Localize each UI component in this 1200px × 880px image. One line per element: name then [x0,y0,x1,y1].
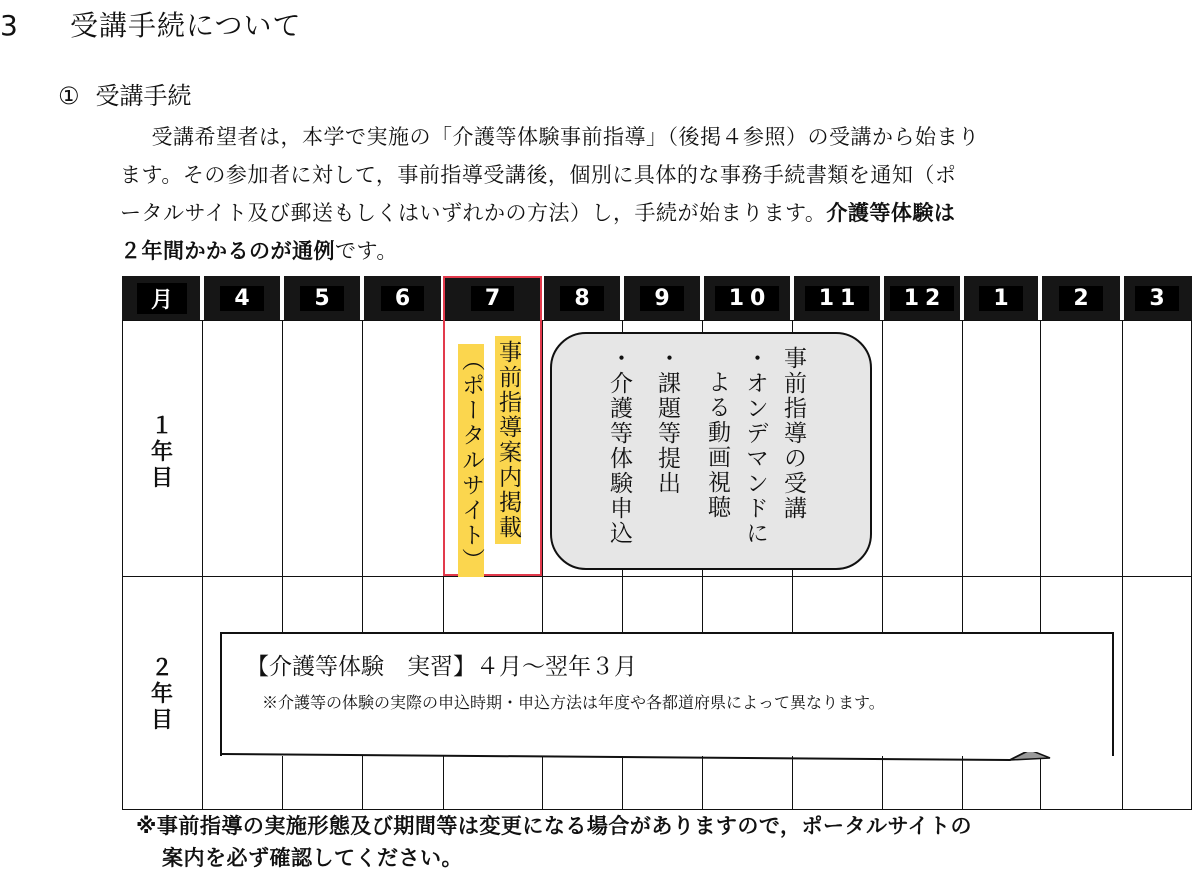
month-header-10: 1 [962,276,1040,320]
bubble-item-1: 事前指導の受講 [780,346,806,521]
practicum-title: 【介護等体験 実習】４月～翌年３月 [246,654,637,680]
bubble-item-5: ・介護等体験申込 [606,346,632,546]
header-separator [960,276,964,320]
grid-column-line [1122,320,1123,810]
year2-practicum-callout [220,632,1114,756]
grid-column-line [202,320,203,810]
pre-guidance-bubble [550,332,872,570]
header-separator [790,276,794,320]
year-divider-line [122,576,1192,577]
bubble-item-2: ・オンデマンドに [742,346,768,546]
month-header-12: 3 [1122,276,1192,320]
month-header-row [122,276,1192,320]
header-separator [360,276,364,320]
intro-line-3-text: ータルサイト及び郵送もしくはいずれかの方法）し，手続が始まります。 [120,201,827,225]
year1-label: １ 年 目 [150,414,173,491]
section-heading [0,4,301,44]
intro-line-4 [120,232,1182,270]
subsection-marker: ① [58,82,80,110]
month-header-1: 4 [202,276,282,320]
footnote [136,810,1176,874]
intro-paragraph [120,118,1182,270]
bubble-item-4: ・課題等提出 [654,346,680,496]
header-separator [700,276,704,320]
subsection-heading [58,76,192,111]
callout-curled-edge [220,752,1114,764]
month-header-11: 2 [1040,276,1122,320]
header-separator [880,276,884,320]
footnote-line-2: 案内を必ず確認してください。 [162,846,463,870]
intro-bold-1: 介護等体験は [826,201,956,225]
intro-line-1: 受講希望者は，本学で実施の「介護等体験事前指導」（後掲４参照）の受講から始まり [151,125,980,149]
month-header-label: 月 [122,276,202,320]
header-separator [1120,276,1124,320]
footnote-line-1: ※事前指導の実施形態及び期間等は変更になる場合がありますので，ポータルサイトの [136,814,973,838]
month-header-7: 10 [702,276,792,320]
header-separator [200,276,204,320]
practicum-note: ※介護等の体験の実際の申込時期・申込方法は年度や各都道府県によって異なります。 [262,693,885,712]
month-header-4: 7 [443,276,542,320]
month-header-6: 9 [622,276,702,320]
month-header-9: 12 [882,276,962,320]
subsection-title: 受講手続 [95,82,192,110]
intro-line-3 [120,194,1182,232]
header-separator [1038,276,1042,320]
intro-tail: です。 [335,239,398,263]
july-note-line-1: 事前指導案内掲載 [491,336,525,544]
month-header-3: 6 [362,276,443,320]
intro-line-2: ます。その参加者に対して，事前指導受講後，個別に具体的な事務手続書類を通知（ポ [120,163,957,187]
schedule-table [122,276,1192,810]
year2-label: ２ 年 目 [150,656,173,733]
july-note-line-2: （ポータルサイト） [454,344,488,577]
section-number: 3 [0,9,19,42]
intro-bold-2: ２年間かかるのが通例 [120,239,335,263]
header-separator [280,276,284,320]
month-header-5: 8 [542,276,622,320]
month-header-2: 5 [282,276,362,320]
header-separator [620,276,624,320]
month-header-8: 11 [792,276,882,320]
section-title: 受講手続について [70,9,302,42]
bubble-item-3: よる動画視聴 [704,370,730,520]
